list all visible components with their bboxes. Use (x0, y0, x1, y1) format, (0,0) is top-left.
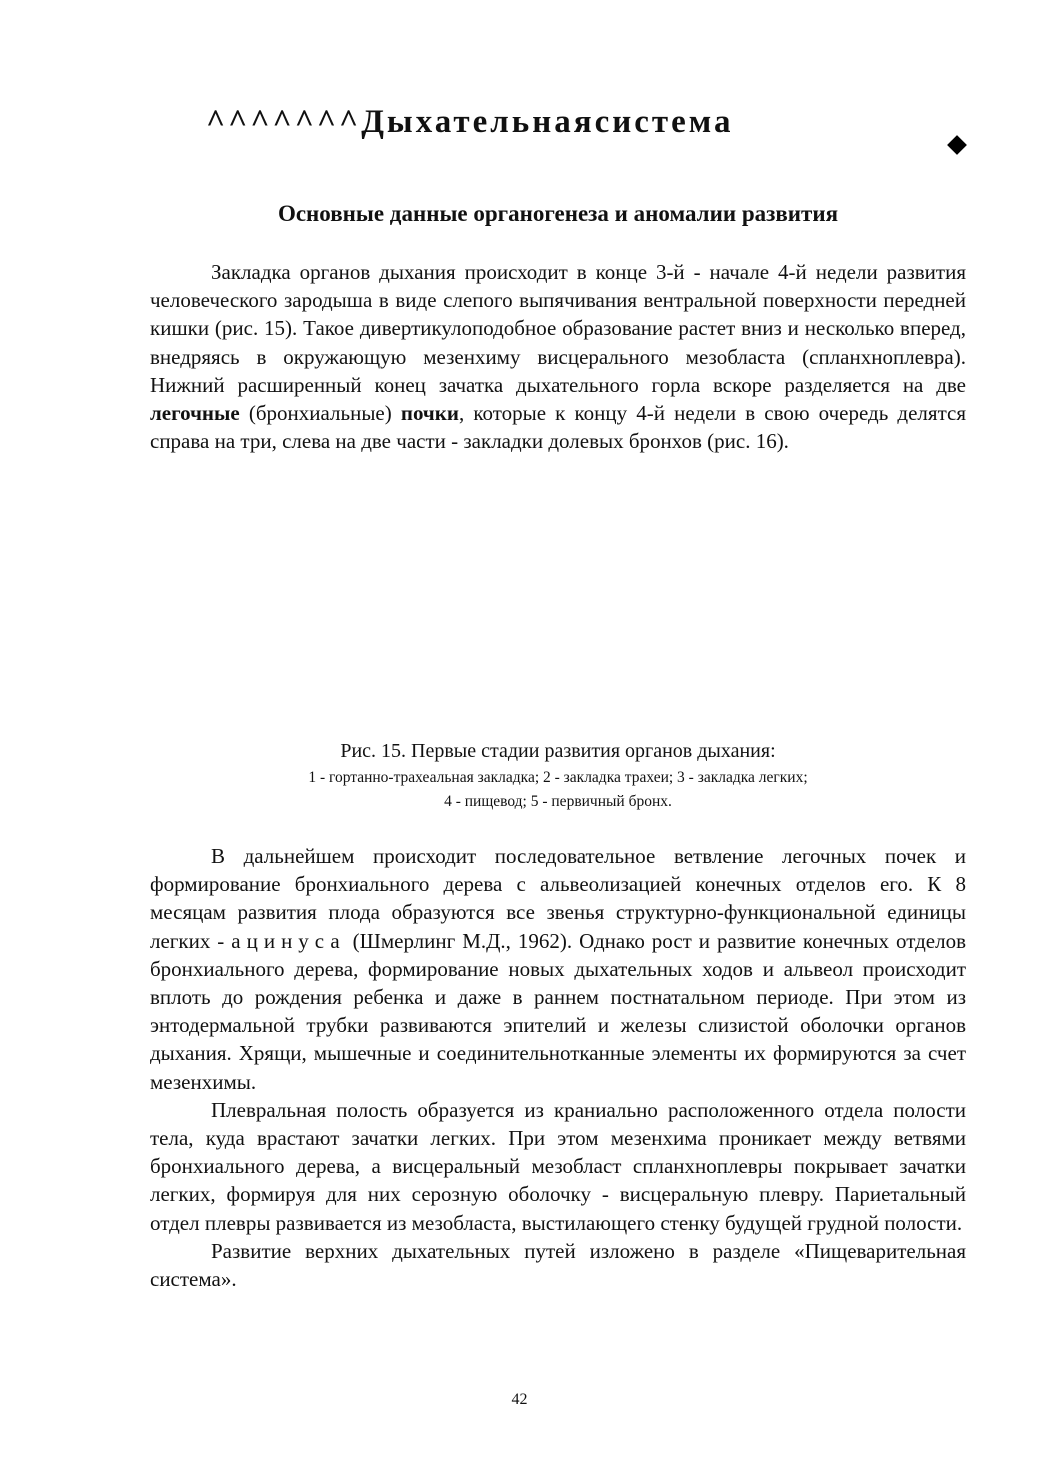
figure-caption-title: Рис. 15. Первые стадии развития органов дыхания: (340, 740, 776, 762)
paragraph-bronchial-tree (150, 842, 966, 1096)
paragraph-pleura: Плевральная полость образуется из краниально расположенного отдела полости тела, куда врастают зачатки легких. При этом мезенхима проникает между ветвями бронхиального дерева, а висцеральный мезобласт спланхноплевры покрывает зачатки легких, формируя для них серозную оболочку - висцеральную плевру. Париетальный отдел плевры развивается из мезобласта, выстилающего стенку будущей грудной полости. (150, 1097, 966, 1235)
bold-term-legochnye: легочные (150, 401, 240, 426)
paragraph-text: В дальнейшем происходит последовательное ветвление легочных почек и формирование бронхиального дерева с альвеолизацией конечных отделов его. К 8 месяцам развития плода образуются все звенья структурно-функциональной единицы легких - (150, 844, 966, 953)
paragraph-text: , которые к концу 4-й недели в свою очередь делятся справа на три, слева на две части - закладки долевых бронхов (рис. 16). (150, 401, 966, 454)
paragraph-upper-airways: Развитие верхних дыхательных путей изложено в разделе «Пищеварительная система». (150, 1238, 966, 1292)
figure-placeholder (150, 520, 966, 730)
spaced-term-acinus: ацинуса (231, 928, 346, 953)
paragraph-organ-formation (150, 258, 966, 455)
paragraph-text: (Шмерлинг М.Д., 1962). Однако рост и развитие конечных отделов бронхиального дерева, формирование новых дыхательных ходов и альвеол происходит вплоть до рождения ребенка и даже в раннем постнатальном периоде. При этом из энтодермальной трубки развиваются эпителий и железы слизистой оболочки органов дыхания. Хрящи, мышечные и соединительнотканные элементы их формируются за счет мезенхимы. (150, 928, 966, 1094)
page-number: 42 (511, 1391, 528, 1408)
paragraph-text: Закладка органов дыхания происходит в конце 3-й - начале 4-й недели развития человеческого зародыша в виде слепого выпячивания вентральной поверхности передней кишки (рис. 15). Такое дивертикулоподобное образование растет вниз и несколько вперед, внедряясь в окружающую мезенхиму висцерального мезобласта (спланхноплевра). Нижний расширенный конец зачатка дыхательного горла вскоре разделяется на две (150, 260, 966, 397)
figure-caption-legend: 4 - пищевод; 5 - первичный бронх. (444, 793, 672, 810)
diamond-icon (947, 135, 967, 155)
figure-caption-legend: 1 - гортанно-трахеальная закладка; 2 - закладка трахеи; 3 - закладка легких; (308, 769, 808, 786)
section-title: Основные данные органогенеза и аномалии развития (277, 201, 839, 226)
body-text-block (150, 842, 966, 1293)
chapter-title: ^^^^^^^Дыхательнаясистема (206, 104, 734, 140)
paragraph-text: (бронхиальные) (239, 401, 401, 426)
bold-term-pochki: почки (400, 401, 459, 426)
